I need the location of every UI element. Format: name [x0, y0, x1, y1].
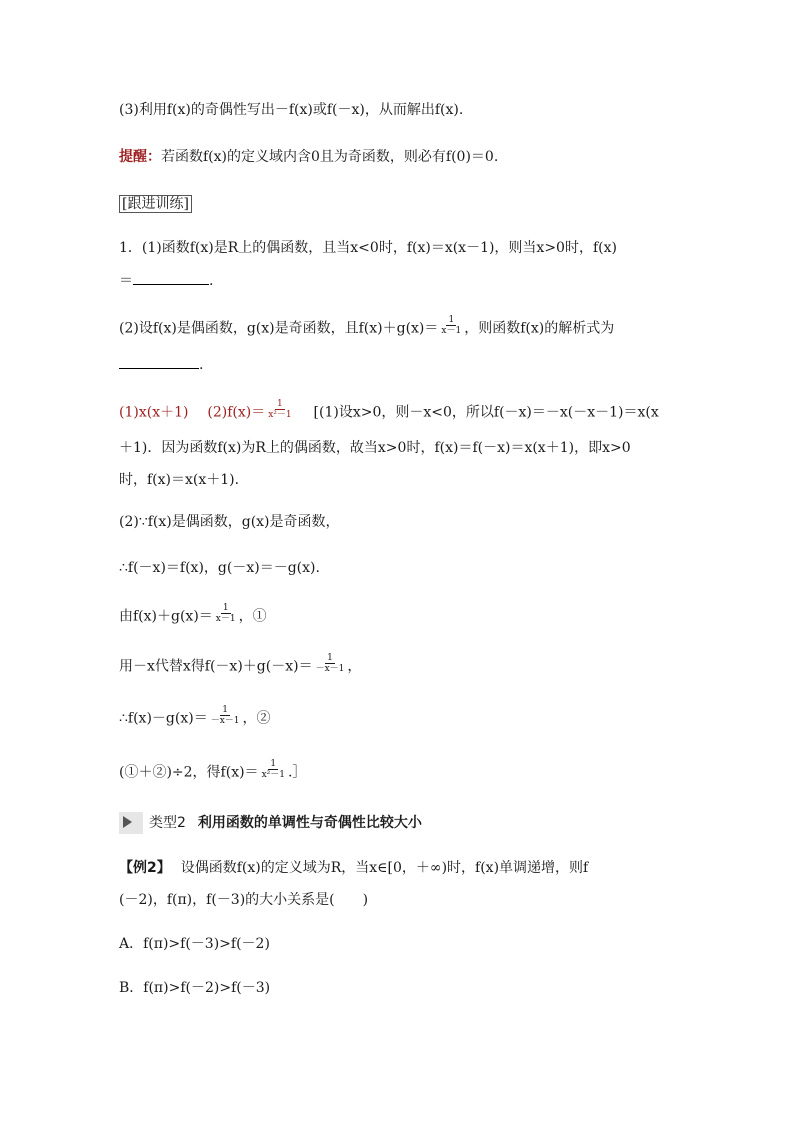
solution-line-2: ＋1)．因为函数f(x)为R上的偶函数，故当x>0时，f(x)＝f(－x)＝x(x＋1)，即x>0 [119, 440, 631, 456]
frac-den: －x－1 [315, 664, 345, 674]
frac-num: 1 [327, 653, 333, 663]
follow-practice-label: [跟进训练] [119, 195, 192, 213]
frac-num: 1 [277, 399, 283, 409]
question-2-suffix: ，则函数f(x)的解析式为 [464, 320, 615, 337]
question-2-line-1 [119, 315, 615, 339]
type-2-title: 利用函数的单调性与奇偶性比较大小 [197, 815, 422, 831]
type-2-label: 类型2 [149, 815, 186, 831]
answer-blank-2 [119, 354, 199, 369]
hint-label: 提醒： [119, 149, 161, 165]
fraction-1-over-x-minus-1 [439, 315, 463, 336]
option-b: B．f(π)>f(－2)>f(－3) [119, 980, 271, 996]
equation-suffix: ， [347, 658, 362, 675]
fraction [209, 705, 242, 726]
answer-2-prefix: (2)f(x)＝ [207, 404, 266, 421]
type-marker [119, 812, 143, 834]
answer-blank-1 [133, 270, 209, 285]
solution-line-3: 时，f(x)＝x(x＋1). [119, 472, 240, 488]
question-1-line-2 [119, 270, 213, 291]
example-2-tag: 【例2】 [119, 860, 171, 876]
play-triangle-icon [123, 816, 132, 828]
answer-2-fraction [266, 399, 293, 420]
frac-num: 1 [448, 315, 455, 325]
frac-num: 1 [270, 759, 277, 769]
solution-line-1: [(1)设x>0，则－x<0，所以f(－x)＝－x(－x－1)＝x(x [313, 404, 659, 421]
answer-line-1 [119, 399, 659, 423]
question-1-line-1: 1．(1)函数f(x)是R上的偶函数，且当x<0时，f(x)＝x(x－1)，则当x>0时，f(x) [119, 240, 617, 256]
follow-practice-tag [119, 194, 192, 214]
part-2-line-5 [119, 705, 271, 729]
option-a: A．f(π)>f(－3)>f(－2) [119, 936, 270, 952]
fraction [214, 603, 238, 624]
equation-prefix: (①＋②)÷2，得f(x)＝ [119, 764, 259, 781]
part-2-line-2: ∴f(－x)＝f(x)，g(－x)＝－g(x). [119, 560, 320, 576]
question-2-prefix: (2)设f(x)是偶函数，g(x)是奇函数，且f(x)＋g(x)＝ [119, 320, 439, 337]
period: . [199, 357, 204, 373]
equation-prefix: ∴f(x)－g(x)＝ [119, 710, 208, 727]
fraction [314, 653, 347, 674]
frac-den: x－1 [215, 614, 236, 624]
part-2-line-3 [119, 603, 267, 627]
example-2-text-1: 设偶函数f(x)的定义域为R，当x∈[0，＋∞)时，f(x)单调递增，则f [180, 860, 589, 876]
type-2-heading [119, 812, 422, 834]
frac-num: 1 [222, 603, 229, 613]
frac-num: 1 [222, 705, 228, 715]
fraction [260, 759, 287, 780]
part-2-line-6 [119, 759, 307, 783]
frac-den: x²－1 [268, 410, 292, 420]
period: . [209, 273, 214, 289]
part-2-line-1: (2)∵f(x)是偶函数，g(x)是奇函数， [119, 514, 340, 530]
equation-prefix: 由f(x)＋g(x)＝ [119, 608, 213, 625]
hint-line [119, 147, 498, 167]
equation-suffix: .］ [287, 764, 307, 781]
answer-1: (1)x(x＋1) [119, 404, 189, 421]
equation-suffix: ，① [238, 608, 267, 625]
frac-den: x²－1 [261, 770, 285, 780]
part-2-line-4 [119, 653, 362, 677]
step-3-text: (3)利用f(x)的奇偶性写出－f(x)或f(－x)，从而解出f(x). [119, 102, 464, 118]
frac-den: －x－1 [210, 716, 240, 726]
example-2-line-1 [119, 858, 588, 878]
equals-sign: ＝ [119, 273, 133, 289]
frac-den: x－1 [441, 326, 462, 336]
question-2-line-2 [119, 354, 203, 375]
example-2-line-2: (－2)，f(π)，f(－3)的大小关系是( ) [119, 892, 369, 908]
equation-suffix: ，② [242, 710, 271, 727]
hint-text: 若函数f(x)的定义域内含0且为奇函数，则必有f(0)＝0. [161, 149, 499, 165]
equation-prefix: 用－x代替x得f(－x)＋g(－x)＝ [119, 658, 313, 675]
